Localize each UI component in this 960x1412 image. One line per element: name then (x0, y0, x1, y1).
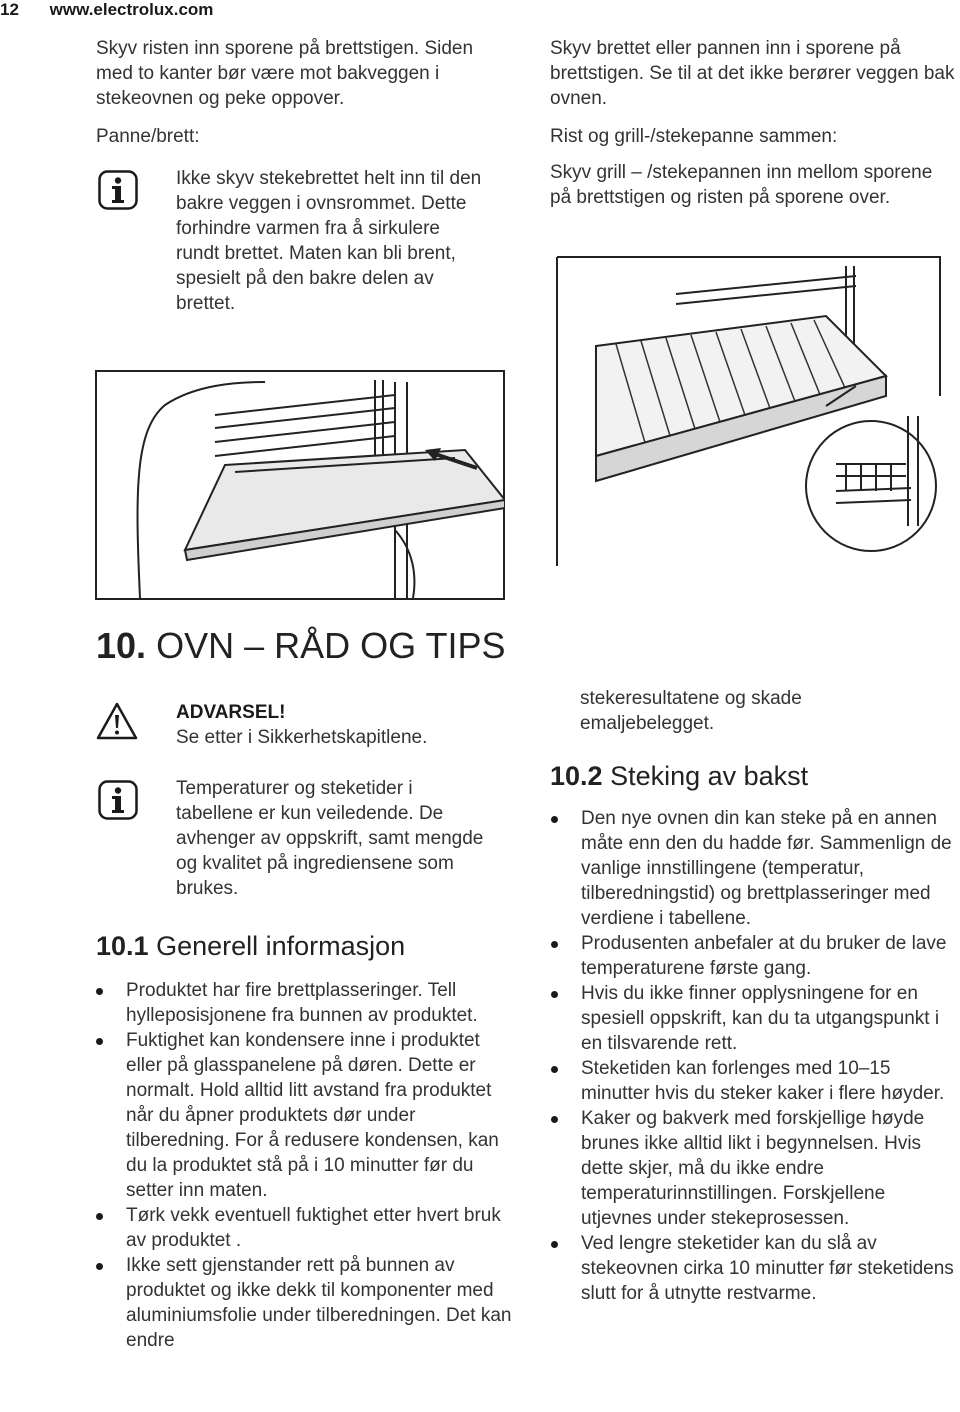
sub2-title (550, 760, 808, 792)
left-intro-para2: Panne/brett: (96, 126, 200, 147)
list-item: Hvis du ikke finner opplysningene for en spesiell oppskrift, kan du ta utgangspunkt i en tilsvarende rett. (549, 981, 957, 1056)
right-intro-para1: Skyv brettet eller pannen inn i sporene på brettstigen. Se til at det ikke berører veggen bak ovnen. (550, 38, 955, 109)
list-item: Produsenten anbefaler at du bruker de lave temperaturene første gang. (549, 931, 957, 981)
list-item: Fuktighet kan kondensere inne i produktet eller på glasspanelene på døren. Dette er normalt. Hold alltid litt avstand fra produktet når du åpner produktets dør under tilberedning. For å redusere kondensen, kan du la produktet stå på i 10 minutter før du setter inn maten. (94, 1028, 514, 1203)
sub1-number: 10.1 (96, 931, 149, 961)
page-number: 12 (0, 0, 19, 19)
list-item: Steketiden kan forlenges med 10–15 minutter hvis du steker kaker i flere høyder. (549, 1056, 957, 1106)
page-header (0, 0, 213, 20)
info-icon (98, 170, 138, 215)
list-item: Kaker og bakverk med forskjellige høyde brunes ikke alltid likt i begynnelsen. Hvis dette skjer, må du ikke endre temperaturinnstillingen. Forskjellene utjevnes under stekeprosessen. (549, 1106, 957, 1231)
info-note: Temperaturer og steketider i tabellene er kun veiledende. De avhenger av oppskrift, samt mengde og kvalitet på ingrediensene som brukes. (176, 778, 484, 899)
left-intro-note: Ikke skyv stekebrettet helt inn til den bakre veggen i ovnsrommet. Dette forhindre varmen fra å sirkulere rundt brettet. Maten kan bli brent, spesielt på den bakre delen av brettet. (176, 168, 482, 314)
warning-text: Se etter i Sikkerhetskapitlene. (176, 727, 428, 748)
section-title-text: OVN – RÅD OG TIPS (156, 625, 506, 666)
site-url[interactable]: www.electrolux.com (49, 0, 214, 19)
list-item: Tørk vekk eventuell fuktighet etter hvert bruk av produktet . (94, 1203, 514, 1253)
warning-block (176, 700, 496, 750)
section-title (96, 626, 505, 666)
right-intro-para3: Skyv grill – /stekepannen inn mellom sporene på brettstigen og risten på sporene over. (550, 162, 933, 208)
warning-icon (96, 702, 138, 745)
sub2-number: 10.2 (550, 761, 603, 791)
list-item: Den nye ovnen din kan steke på en annen måte enn den du hadde før. Sammenlign de vanlige innstillingene (temperatur, tilberedningstid) og brettplasseringer med verdiene i tabellene. (549, 806, 957, 931)
section-number: 10. (96, 625, 147, 666)
sub2-title-text: Steking av bakst (610, 761, 809, 791)
sub1-list (94, 978, 514, 1353)
info-icon (98, 780, 138, 825)
right-intro-para2: Rist og grill-/stekepanne sammen: (550, 126, 838, 147)
list-item: Ikke sett gjenstander rett på bunnen av produktet og ikke dekk til komponenter med aluminiumsfolie under tilberedningen. Det kan endre (94, 1253, 514, 1353)
list-item: Produktet har fire brettplasseringer. Tell hylleposisjonene fra bunnen av produktet. (94, 978, 514, 1028)
sub2-list (549, 806, 957, 1306)
continuation-text: stekeresultatene og skade emaljebelegget. (580, 688, 802, 734)
left-intro-para1: Skyv risten inn sporene på brettstigen. Siden med to kanter bør være mot bakveggen i stekeovnen og peke oppover. (96, 38, 474, 109)
sub1-title-text: Generell informasjon (156, 931, 406, 961)
warning-title: ADVARSEL! (176, 702, 286, 723)
grill-pan-illustration (556, 256, 941, 571)
tray-illustration (95, 370, 505, 605)
list-item: Ved lengre steketider kan du slå av stekeovnen cirka 10 minutter før steketidens slutt for å utnytte restvarme. (549, 1231, 957, 1306)
sub1-title (96, 930, 405, 962)
